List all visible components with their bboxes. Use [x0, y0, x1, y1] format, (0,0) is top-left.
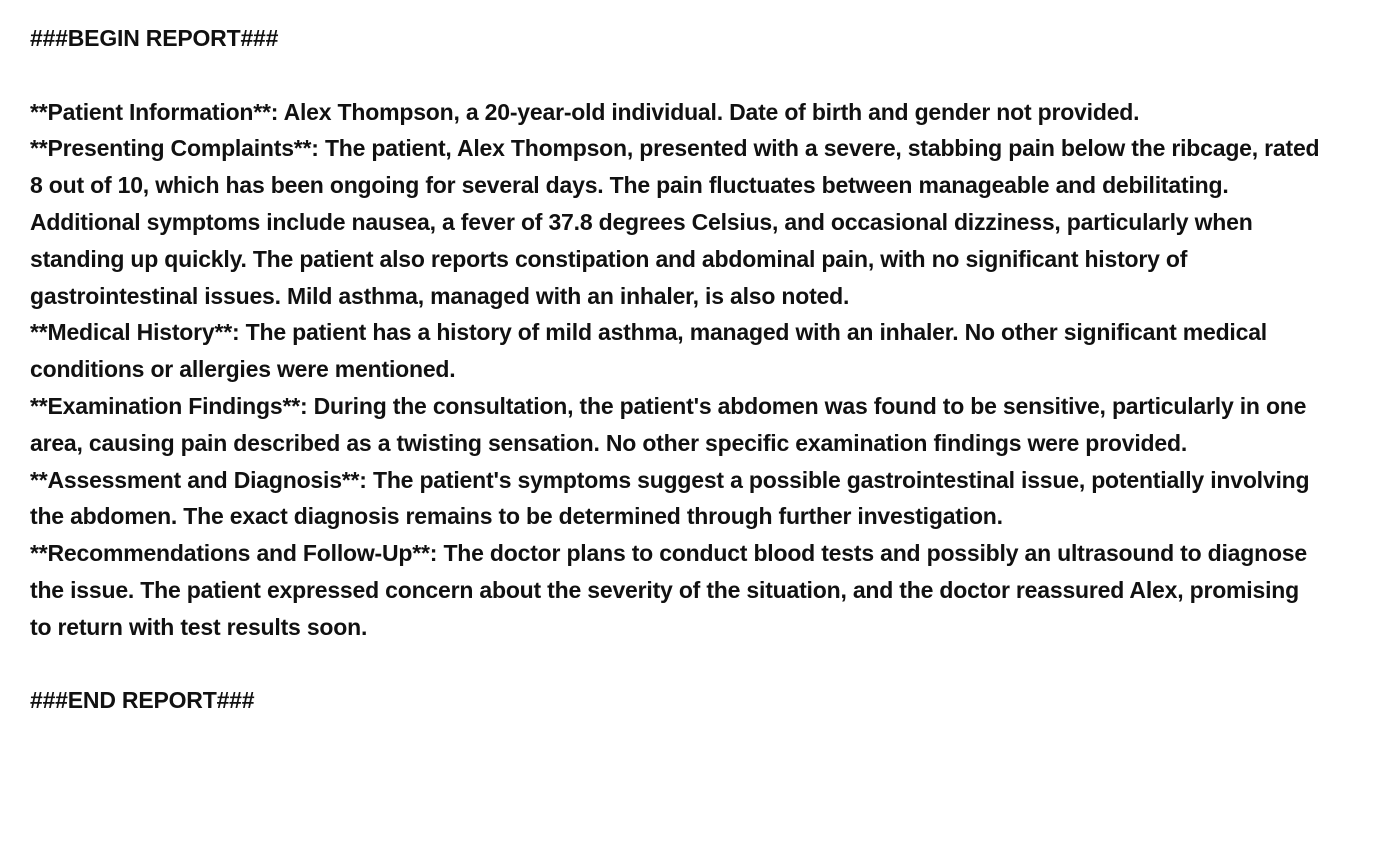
- begin-report-marker: ###BEGIN REPORT###: [30, 25, 279, 51]
- section-heading: **Examination Findings**:: [30, 392, 308, 419]
- section-heading: **Medical History**:: [30, 319, 240, 346]
- section-heading: **Assessment and Diagnosis**:: [30, 466, 367, 493]
- section-text: The patient's symptoms suggest a possible gastrointestinal issue, potentially involving the abdomen. The exact diagnosis remains to be determined through further investigation.: [30, 466, 1310, 530]
- section-text: The patient has a history of mild asthma, managed with an inhaler. No other significant medical conditions or allergies were mentioned.: [30, 319, 1267, 383]
- blank-line: [30, 57, 1320, 94]
- report-document: [30, 20, 1320, 719]
- section-text: Alex Thompson, a 20-year-old individual. Date of birth and gender not provided.: [283, 98, 1140, 125]
- section-presenting-complaints: [30, 130, 1320, 314]
- section-recommendations-follow-up: [30, 535, 1320, 645]
- section-assessment-diagnosis: [30, 462, 1320, 536]
- end-report-marker: ###END REPORT###: [30, 687, 255, 714]
- section-heading: **Patient Information**:: [30, 98, 279, 125]
- section-text: The doctor plans to conduct blood tests and possibly an ultrasound to diagnose the issue. The patient expressed concern about the severity of the situation, and the doctor reassured Alex, promising to return with test results soon.: [30, 540, 1307, 640]
- section-text: During the consultation, the patient's abdomen was found to be sensitive, particularly in one area, causing pain described as a twisting sensation. No other specific examination findings were provided.: [30, 392, 1307, 456]
- section-medical-history: [30, 314, 1320, 388]
- section-patient-information: [30, 94, 1320, 131]
- section-text: The patient, Alex Thompson, presented with a severe, stabbing pain below the ribcage, rated 8 out of 10, which has been ongoing for several days. The pain fluctuates between manageable and debilitating. Additional symptoms include nausea, a fever of 37.8 degrees Celsius, and occasional dizziness, particularly when standing up quickly. The patient also reports constipation and abdominal pain, with no significant history of gastrointestinal issues. Mild asthma, managed with an inhaler, is also noted.: [30, 135, 1320, 309]
- blank-line: [30, 646, 1320, 683]
- section-heading: **Presenting Complaints**:: [30, 135, 319, 162]
- section-heading: **Recommendations and Follow-Up**:: [30, 540, 438, 567]
- section-examination-findings: [30, 388, 1320, 462]
